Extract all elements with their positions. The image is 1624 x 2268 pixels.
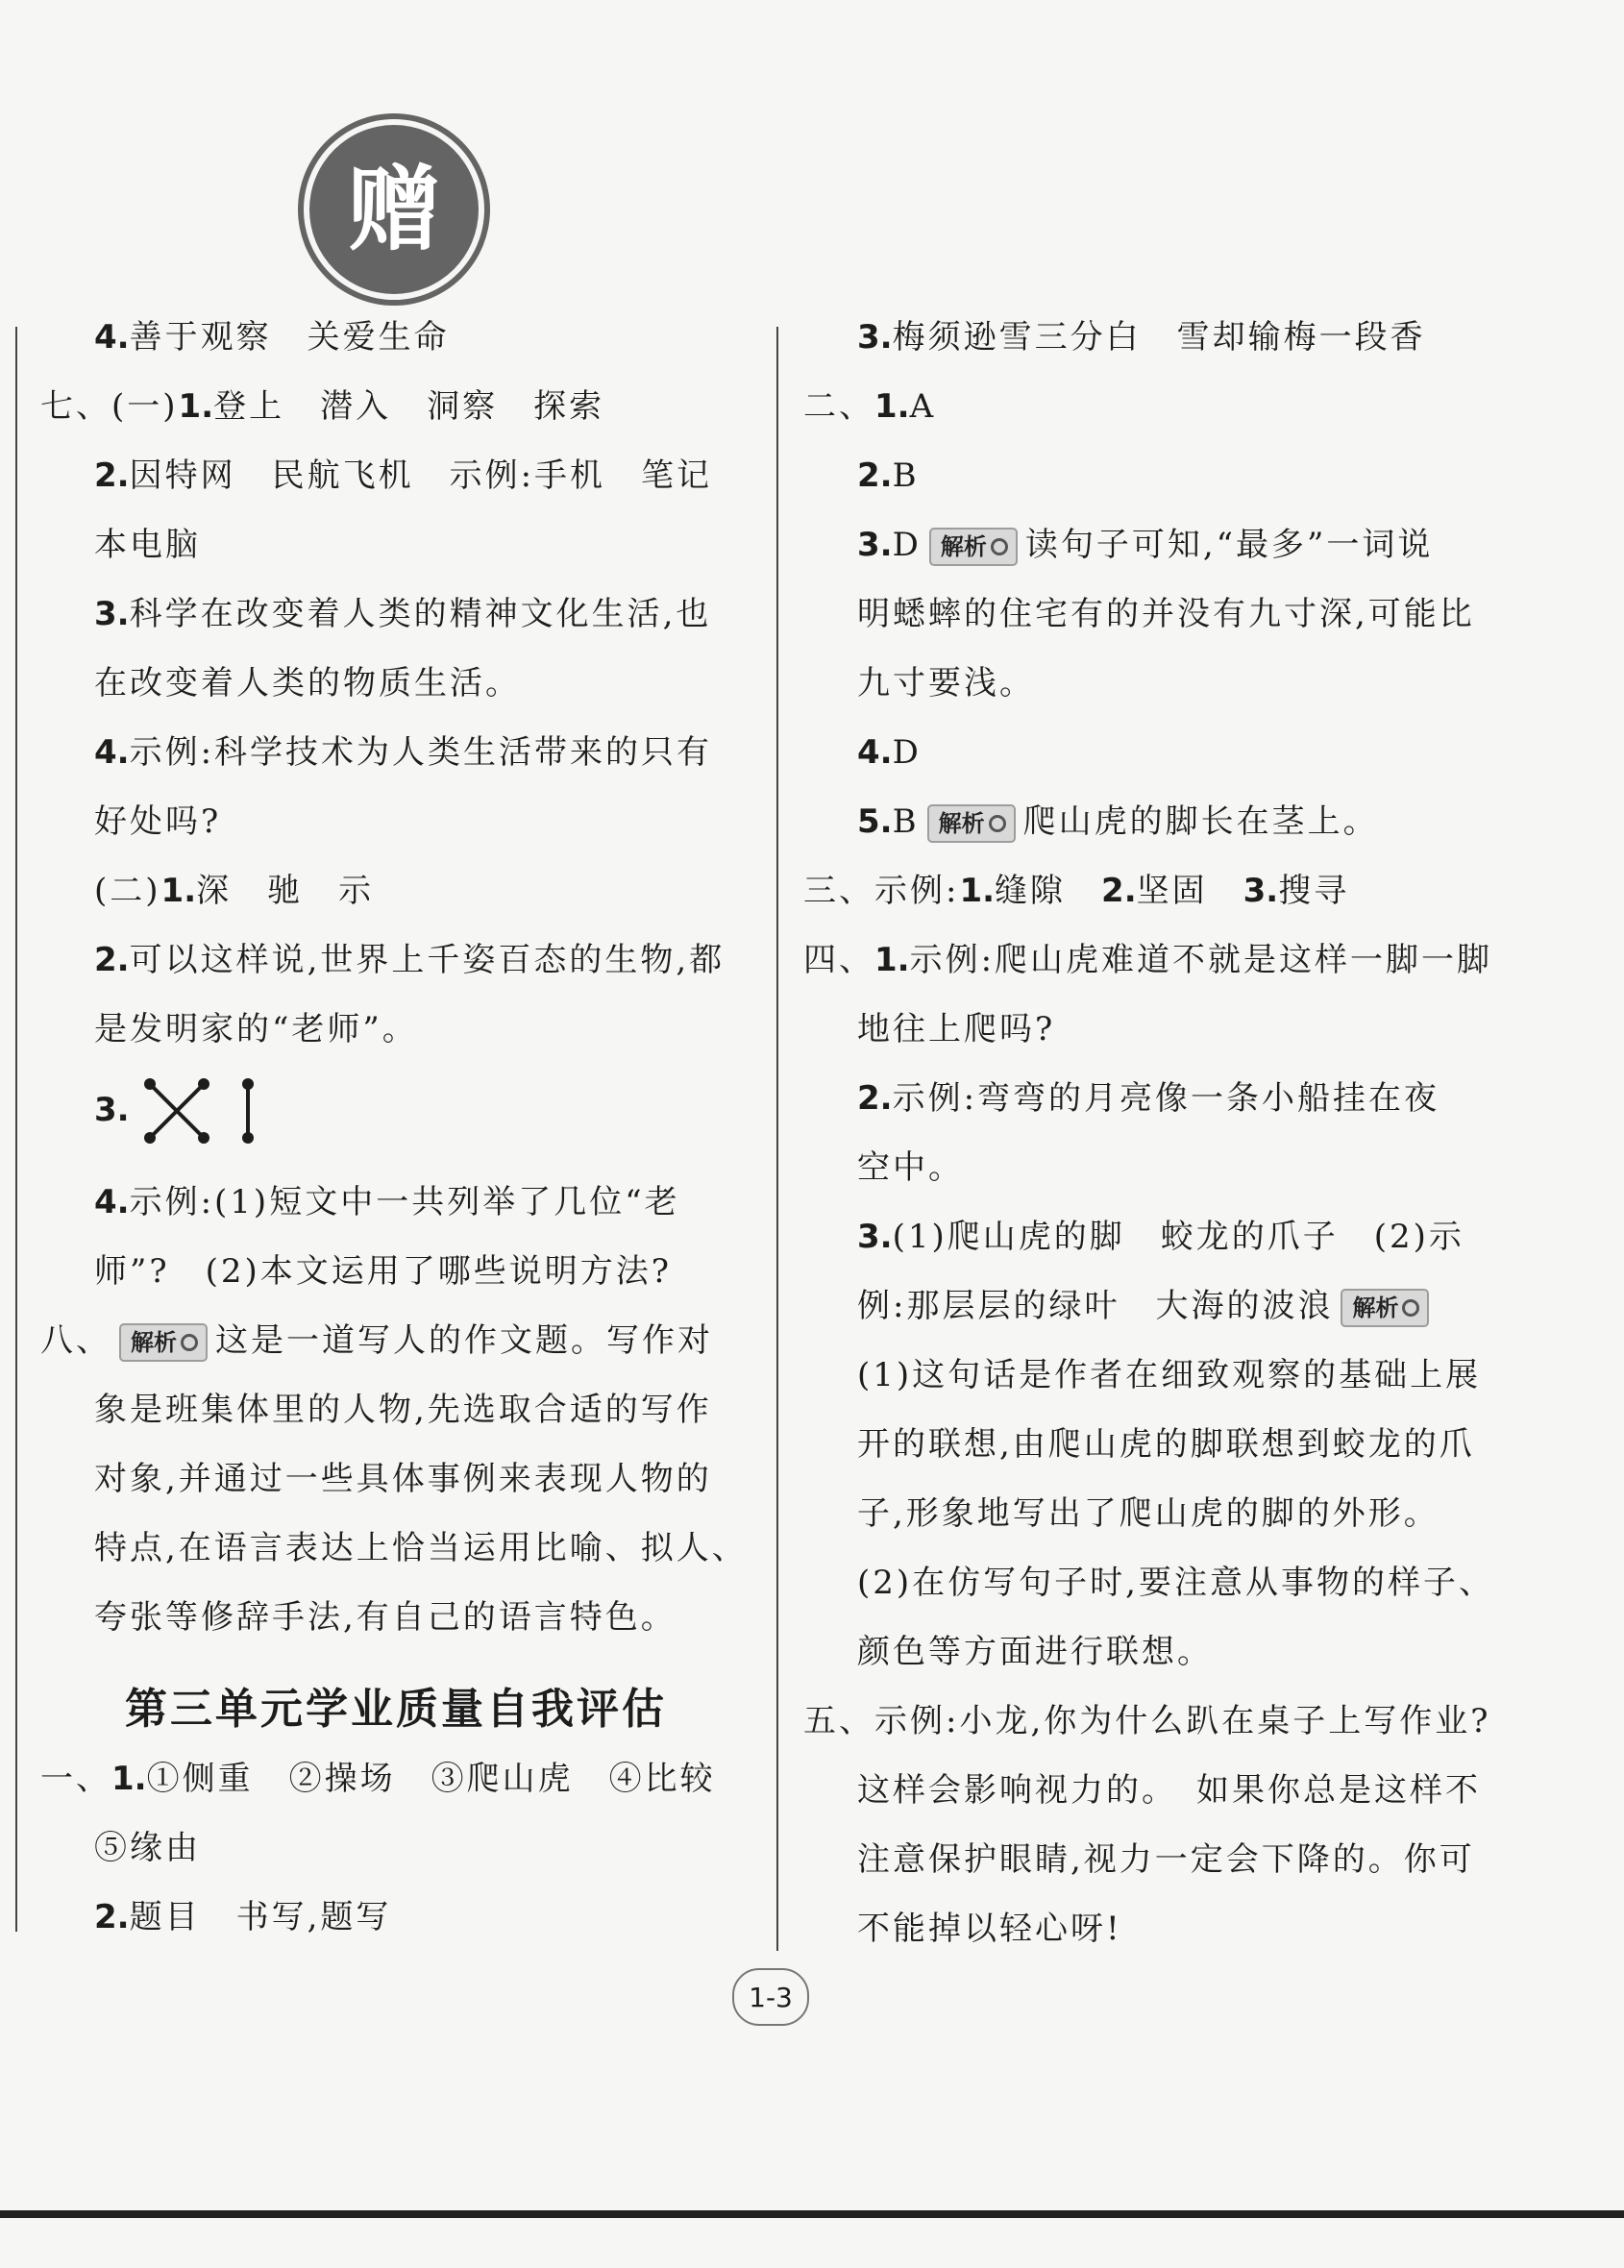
answer-line: 空中。	[857, 1148, 964, 1187]
answer-line: 夸张等修辞手法,有自己的语言特色。	[94, 1598, 677, 1637]
answer-line: 在改变着人类的物质生活。	[94, 664, 521, 703]
answer-line: 一、1.①侧重 ②操场 ③爬山虎 ④比较	[40, 1760, 716, 1798]
analysis-tag: 解析	[1341, 1289, 1429, 1327]
answer-line: (二)1.深 驰 示	[94, 872, 375, 910]
answer-line: (2)在仿写句子时,要注意从事物的样子、	[857, 1564, 1494, 1602]
answer-line: 4.D	[857, 733, 922, 772]
answer-line: 地往上爬吗?	[857, 1010, 1056, 1048]
answer-line: 五、示例:小龙,你为什么趴在桌子上写作业?	[803, 1702, 1491, 1740]
matching-lines-diagram	[142, 1078, 277, 1146]
answer-line: 子,形象地写出了爬山虎的脚的外形。	[857, 1494, 1439, 1533]
page-number: 1-3	[732, 1968, 809, 2026]
answer-line: 特点,在语言表达上恰当运用比喻、拟人、	[94, 1529, 748, 1567]
answer-line: 3.梅须逊雪三分白 雪却输梅一段香	[857, 318, 1426, 357]
answer-line: 颜色等方面进行联想。	[857, 1633, 1213, 1671]
answer-line: 2.示例:弯弯的月亮像一条小船挂在夜	[857, 1079, 1440, 1118]
gift-stamp	[309, 125, 479, 294]
section-title: 第三单元学业质量自我评估	[125, 1685, 667, 1734]
answer-line: 开的联想,由爬山虎的脚联想到蛟龙的爪	[857, 1425, 1475, 1464]
answer-line: 好处吗?	[94, 802, 222, 841]
answer-line: 本电脑	[94, 526, 201, 564]
answer-line: (1)这句话是作者在细致观察的基础上展	[857, 1356, 1482, 1394]
answer-line: 2.可以这样说,世界上千姿百态的生物,都	[94, 941, 726, 979]
analysis-tag: 解析	[927, 804, 1016, 843]
answer-line: 这样会影响视力的。 如果你总是这样不	[857, 1771, 1481, 1810]
answer-line: 5.B 解析 爬山虎的脚长在茎上。	[857, 802, 1379, 841]
answer-line: 二、1.A	[803, 387, 937, 426]
answer-line: 七、(一)1.登上 潜入 洞察 探索	[40, 387, 605, 426]
answer-line: 注意保护眼睛,视力一定会下降的。你可	[857, 1840, 1475, 1879]
answer-line: 象是班集体里的人物,先选取合适的写作	[94, 1391, 712, 1429]
answer-line: 2.因特网 民航飞机 示例:手机 笔记	[94, 456, 713, 495]
answer-line: 不能掉以轻心呀!	[857, 1910, 1122, 1948]
answer-line: 2.B	[857, 456, 920, 495]
column-divider	[776, 327, 778, 1951]
answer-line: 4.善于观察 关爱生命	[94, 318, 450, 357]
answer-line: 3.D 解析 读句子可知,“最多”一词说	[857, 526, 1434, 564]
stamp-char: 赠	[348, 155, 440, 263]
answer-line: ⑤缘由	[94, 1829, 201, 1867]
answer-line: 4.示例:(1)短文中一共列举了几位“老	[94, 1183, 680, 1221]
bottom-rule	[0, 2210, 1624, 2218]
answer-line: 八、 解析 这是一道写人的作文题。写作对	[40, 1321, 713, 1360]
answer-line: 3.	[94, 1078, 277, 1146]
answer-line: 2.题目 书写,题写	[94, 1898, 392, 1936]
answer-line: 四、1.示例:爬山虎难道不就是这样一脚一脚	[803, 941, 1493, 979]
analysis-tag: 解析	[119, 1323, 208, 1362]
left-margin-line	[15, 327, 17, 1932]
answer-line: 4.示例:科学技术为人类生活带来的只有	[94, 733, 713, 772]
analysis-tag: 解析	[929, 528, 1018, 566]
answer-line: 对象,并通过一些具体事例来表现人物的	[94, 1460, 712, 1498]
answer-line: 例:那层层的绿叶 大海的波浪 解析	[857, 1282, 1437, 1330]
answer-line: 是发明家的“老师”。	[94, 1010, 418, 1048]
answer-line: 师”? (2)本文运用了哪些说明方法?	[94, 1252, 672, 1291]
answer-line: 3.(1)爬山虎的脚 蛟龙的爪子 (2)示	[857, 1218, 1464, 1256]
answer-line: 3.科学在改变着人类的精神文化生活,也	[94, 595, 712, 633]
answer-line: 九寸要浅。	[857, 664, 1035, 703]
answer-line: 明蟋蟀的住宅有的并没有九寸深,可能比	[857, 595, 1475, 633]
answer-line: 三、示例:1.缝隙 2.坚固 3.搜寻	[803, 872, 1350, 910]
